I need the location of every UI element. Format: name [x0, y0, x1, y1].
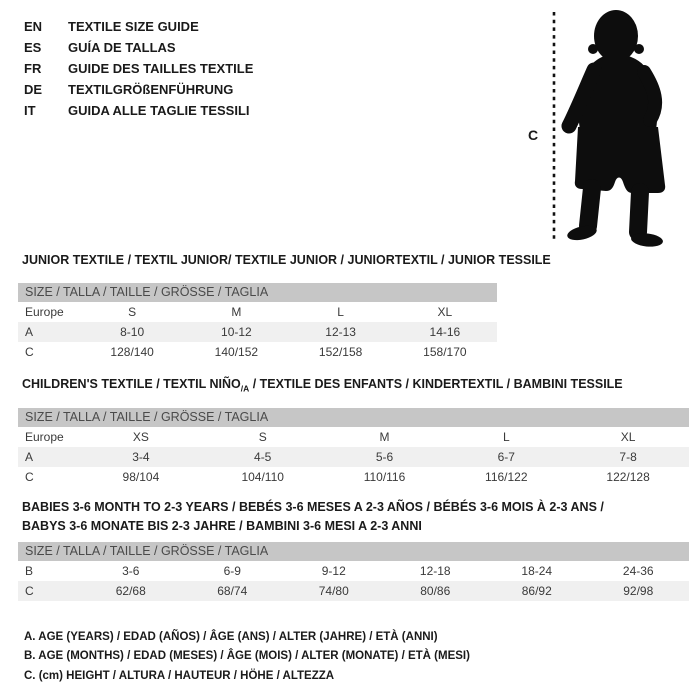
- size-cell: XL: [620, 430, 636, 444]
- legend-age-years: A. AGE (YEARS) / EDAD (AÑOS) / ÂGE (ANS) / ALTER (JAHRE) / ETÀ (ANNI): [24, 631, 438, 643]
- row-label: B: [25, 564, 34, 578]
- babies-size-table: [18, 561, 689, 601]
- size-cell: 80/86: [420, 584, 451, 598]
- table-row: [18, 561, 689, 581]
- title-subscript: /A: [240, 383, 250, 394]
- row-label: Europe: [25, 430, 64, 444]
- size-cell: XL: [437, 305, 453, 319]
- size-cell: S: [258, 430, 267, 444]
- table-row: [18, 322, 497, 342]
- table-title-line: [22, 375, 623, 399]
- size-cell: 18-24: [521, 564, 553, 578]
- table-row: [18, 447, 689, 467]
- size-cell: 14-16: [429, 325, 461, 339]
- row-label: C: [25, 470, 34, 484]
- size-cell: 74/80: [318, 584, 349, 598]
- size-cell: 62/68: [115, 584, 146, 598]
- title-text: JUNIOR TEXTILE / TEXTIL JUNIOR/ TEXTILE JUNIOR / JUNIORTEXTIL / JUNIOR TESSILE: [22, 253, 551, 267]
- size-header-bar: SIZE / TALLA / TAILLE / GRÖSSE / TAGLIA: [18, 542, 689, 561]
- size-cell: 110/116: [363, 470, 406, 484]
- size-cell: 128/140: [110, 345, 154, 359]
- size-cell: 104/110: [241, 470, 284, 484]
- row-label: C: [25, 584, 34, 598]
- legend-age-months: B. AGE (MONTHS) / EDAD (MESES) / ÂGE (MOIS) / ALTER (MONATE) / ETÀ (MESI): [24, 650, 470, 663]
- language-code: DE: [24, 82, 43, 97]
- size-cell: 140/152: [214, 345, 259, 359]
- table-row: [18, 342, 497, 362]
- language-title: TEXTILGRÖßENFÜHRUNG: [68, 82, 234, 97]
- toddler-silhouette: [566, 10, 665, 248]
- language-title: GUIDE DES TAILLES TEXTILE: [68, 61, 254, 76]
- table-row: [18, 427, 689, 447]
- size-cell: 24-36: [622, 564, 654, 578]
- language-code: ES: [24, 40, 42, 55]
- table-title-line: [22, 251, 551, 270]
- table-row: [18, 581, 689, 601]
- table-title-line: [22, 517, 604, 536]
- size-cell: 86/92: [521, 584, 552, 598]
- row-label: A: [25, 450, 34, 464]
- size-cell: 12-18: [419, 564, 451, 578]
- language-code: FR: [24, 61, 42, 76]
- row-label: C: [25, 345, 34, 359]
- size-header-bar: SIZE / TALLA / TAILLE / GRÖSSE / TAGLIA: [18, 408, 689, 427]
- title-text: BABYS 3-6 MONATE BIS 2-3 JAHRE / BAMBINI 3-6 MESI A 2-3 ANNI: [22, 519, 422, 533]
- size-cell: 9-12: [321, 564, 346, 578]
- size-cell: L: [337, 305, 344, 319]
- language-row-fr: [24, 58, 253, 79]
- language-row-de: [24, 79, 253, 100]
- row-label: A: [25, 325, 34, 339]
- size-cell: XS: [132, 430, 149, 444]
- size-cell: 12-13: [325, 325, 356, 339]
- size-cell: 152/158: [318, 345, 363, 359]
- size-cell: 92/98: [623, 584, 654, 598]
- size-cell: 3-6: [122, 564, 140, 578]
- language-title: GUIDA ALLE TAGLIE TESSILI: [68, 103, 250, 118]
- row-label: Europe: [25, 305, 64, 319]
- size-cell: M: [231, 305, 242, 319]
- size-cell: 3-4: [132, 450, 150, 464]
- title-text: / TEXTILE DES ENFANTS / KINDERTEXTIL / BAMBINI TESSILE: [249, 377, 623, 391]
- size-cell: M: [379, 430, 390, 444]
- size-header-bar: SIZE / TALLA / TAILLE / GRÖSSE / TAGLIA: [18, 283, 497, 302]
- size-cell: S: [128, 305, 137, 319]
- size-cell: 158/170: [423, 345, 467, 359]
- size-cell: 6-9: [223, 564, 241, 578]
- children-table-title: [22, 375, 623, 399]
- measure-legend: [24, 628, 470, 686]
- baby-silhouette-icon: [520, 0, 700, 250]
- size-cell: 8-10: [120, 325, 145, 339]
- language-row-en: [24, 16, 253, 37]
- junior-table-title: [22, 251, 551, 270]
- size-cell: 122/128: [606, 470, 650, 484]
- language-row-it: [24, 100, 253, 121]
- table-row: [18, 302, 497, 322]
- children-size-table: [18, 427, 689, 487]
- height-measure-label: C: [528, 127, 539, 143]
- size-cell: 6-7: [497, 450, 515, 464]
- junior-size-table: [18, 302, 497, 362]
- language-title: TEXTILE SIZE GUIDE: [68, 19, 199, 34]
- language-code: EN: [24, 19, 43, 34]
- title-text: CHILDREN'S TEXTILE / TEXTIL NIÑO: [22, 377, 241, 391]
- size-cell: 5-6: [375, 450, 394, 464]
- baby-height-figure: [520, 0, 700, 250]
- title-text: BABIES 3-6 MONTH TO 2-3 YEARS / BEBÉS 3-6 MESES A 2-3 AÑOS / BÉBÉS 3-6 MOIS À 2-3 ANS /: [22, 500, 604, 514]
- language-row-es: [24, 37, 253, 58]
- size-cell: 4-5: [254, 450, 272, 464]
- size-cell: 98/104: [122, 470, 160, 484]
- legend-height-cm: C. (cm) HEIGHT / ALTURA / HAUTEUR / HÖHE / ALTEZZA: [24, 669, 335, 682]
- table-title-line: [22, 498, 604, 517]
- size-cell: 68/74: [217, 584, 248, 598]
- size-cell: L: [502, 430, 510, 444]
- language-title-list: [24, 16, 253, 121]
- size-cell: 10-12: [221, 325, 252, 339]
- language-code: IT: [24, 103, 36, 118]
- language-title: GUÍA DE TALLAS: [68, 40, 176, 55]
- size-cell: 116/122: [485, 470, 528, 484]
- size-cell: 7-8: [619, 450, 637, 464]
- babies-table-title: [22, 498, 604, 536]
- table-row: [18, 467, 689, 487]
